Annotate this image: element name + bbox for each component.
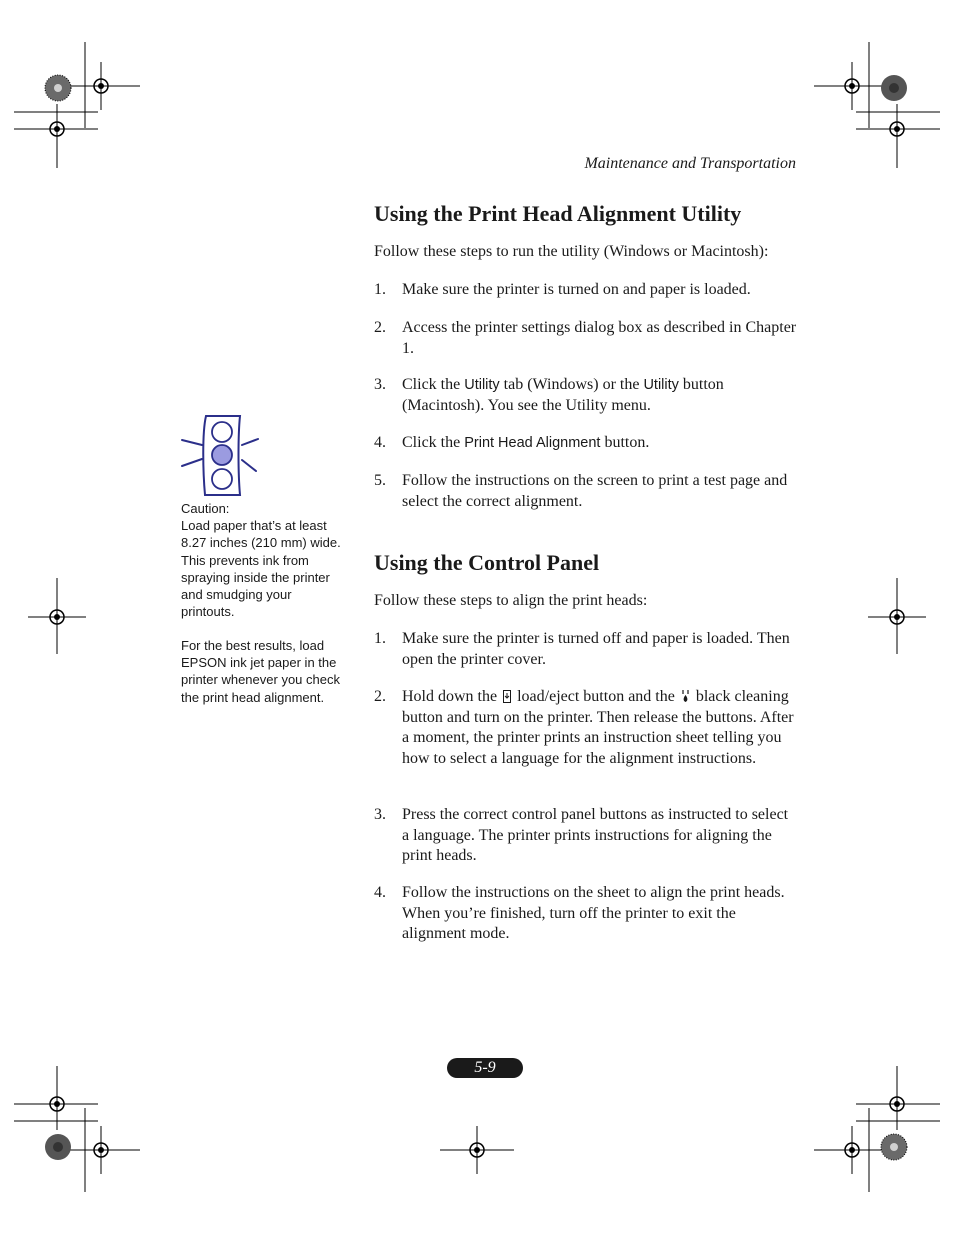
utility-tab-label: Utility [464,377,500,393]
section-intro: Follow these steps to run the utility (Windows or Macintosh): [374,243,769,260]
print-head-alignment-button-label: Print Head Alignment [464,435,601,451]
list-item: 4. Click the Print Head Alignment button. [374,434,650,451]
section-heading-utility: Using the Print Head Alignment Utility [374,201,742,226]
caution-traffic-light-icon [180,413,262,499]
tip-note: For the best results, load EPSON ink jet paper in the printer whenever you check the print head alignment. [181,638,340,705]
list-item: 2. Hold down the load/eject button and the black cleaning button and turn on the printer. Then release the buttons. After a moment, the printer prints an instruction sheet telling you how to select a language for the alignment instructions. [374,688,794,767]
ink-drop-cleaning-icon [681,689,690,703]
running-header: Maintenance and Transportation [584,155,796,172]
caution-text: Load paper that’s at least 8.27 inches (210 mm) wide. This prevents ink from spraying inside the printer and smudging your printouts. [181,518,341,620]
list-item: 4. Follow the instructions on the sheet to align the print heads. When you’re finished, turn off the printer to exit the alignment mode. [374,884,785,942]
list-item: 5. Follow the instructions on the screen to print a test page and select the correct alignment. [374,472,788,510]
load-eject-icon [503,690,511,703]
caution-label: Caution: [181,501,230,516]
caution-note [181,500,341,620]
list-item: 1. Make sure the printer is turned off and paper is loaded. Then open the printer cover. [374,630,790,668]
list-item: 3. Click the Utility tab (Windows) or the Utility button (Macintosh). You see the Utility menu. [374,376,724,414]
section-heading-control-panel: Using the Control Panel [374,550,600,575]
list-item: 1. Make sure the printer is turned on and paper is loaded. [374,281,751,298]
utility-button-label: Utility [643,377,679,393]
list-item: 3. Press the correct control panel buttons as instructed to select a language. The printer prints instructions for aligning the print heads. [374,806,789,864]
page-number: 5-9 [447,1058,523,1078]
section-intro: Follow these steps to align the print heads: [374,592,648,609]
list-item: 2. Access the printer settings dialog box as described in Chapter 1. [374,319,797,357]
